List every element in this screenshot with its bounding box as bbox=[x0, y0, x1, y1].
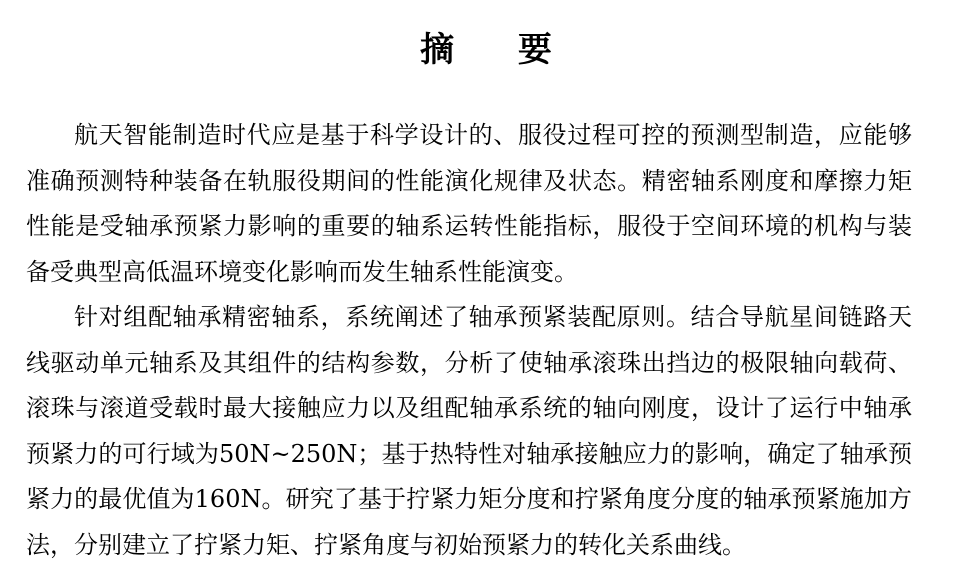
abstract-paragraph-2: 针对组配轴承精密轴系，系统阐述了轴承预紧装配原则。结合导航星间链路天线驱动单元轴系及其组件的结构参数，分析了使轴承滚珠出挡边的极限轴向载荷、滚珠与滚道受载时最大接触应力以及组配轴承系统的轴向刚度，设计了运行中轴承预紧力的可行域为50N~250N；基于热特性对轴承接触应力的影响，确定了轴承预紧力的最优值为160N。研究了基于拧紧力矩分度和拧紧角度分度的轴承预紧施加方法，分别建立了拧紧力矩、拧紧角度与初始预紧力的转化关系曲线。 bbox=[26, 303, 912, 559]
abstract-paragraph-1: 航天智能制造时代应是基于科学设计的、服役过程可控的预测型制造，应能够准确预测特种装备在轨服役期间的性能演化规律及状态。精密轴系刚度和摩擦力矩性能是受轴承预紧力影响的重要的轴系运转性能指标，服役于空间环境的机构与装备受典型高低温环境变化影响而发生轴系性能演变。 bbox=[26, 121, 912, 286]
page-title: 摘 要 bbox=[420, 30, 578, 70]
abstract-body bbox=[26, 113, 912, 568]
